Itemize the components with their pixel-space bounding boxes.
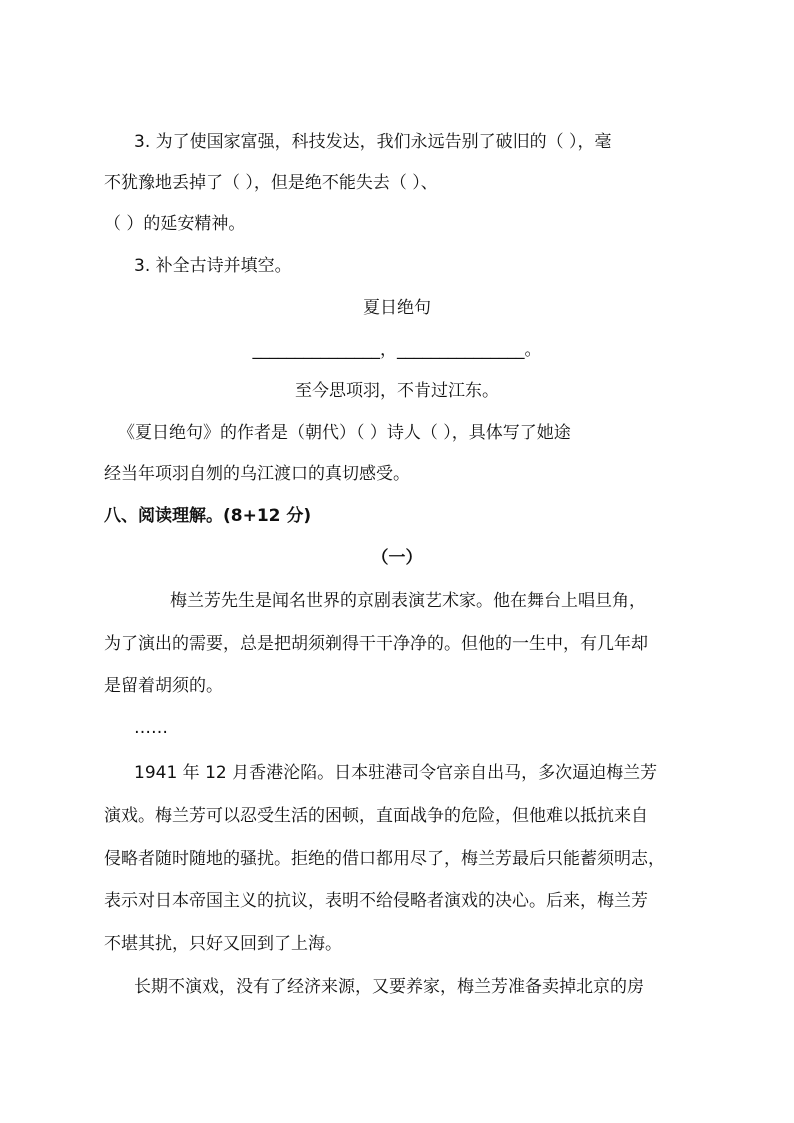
question-3-fill-line-3: （ ）的延安精神。	[104, 214, 246, 234]
reading-part-1-title: （一）	[371, 548, 423, 568]
reading-paragraph-2-line-3: 侵略者随时随地的骚扰。拒绝的借口都用尽了，梅兰芳最后只能蓄须明志，	[104, 849, 665, 869]
question-3-poem-instruction: 3. 补全古诗并填空。	[134, 256, 292, 276]
question-3-fill-line-2: 不犹豫地丢掉了（ ），但是绝不能失去（ ）、	[104, 173, 438, 193]
poem-blank-line: _______________，_______________。	[252, 340, 542, 360]
reading-paragraph-2-line-2: 演戏。梅兰芳可以忍受生活的困顿，直面战争的危险，但他难以抵抗来自	[104, 806, 648, 826]
poem-question-line-2: 经当年项羽自刎的乌江渡口的真切感受。	[104, 464, 410, 484]
reading-paragraph-2-line-1: 1941 年 12 月香港沦陷。日本驻港司令官亲自出马，多次逼迫梅兰芳	[134, 763, 658, 783]
question-3-fill-line-1: 3. 为了使国家富强，科技发达，我们永远告别了破旧的（ ），毫	[134, 132, 612, 152]
reading-paragraph-1-line-3: 是留着胡须的。	[104, 676, 223, 696]
section-8-heading: 八、阅读理解。(8+12 分)	[104, 506, 312, 526]
reading-paragraph-2-line-4: 表示对日本帝国主义的抗议，表明不给侵略者演戏的决心。后来，梅兰芳	[104, 891, 648, 911]
reading-paragraph-1-line-2: 为了演出的需要，总是把胡须剃得干干净净的。但他的一生中，有几年却	[104, 634, 648, 654]
ellipsis: ……	[134, 718, 168, 738]
poem-question-line-1: 《夏日绝句》的作者是（朝代）（ ）诗人（ ），具体写了她途	[118, 423, 571, 443]
reading-paragraph-3-line-1: 长期不演戏，没有了经济来源，又要养家，梅兰芳准备卖掉北京的房	[134, 977, 644, 997]
poem-title: 夏日绝句	[363, 298, 431, 318]
reading-paragraph-1-line-1: 梅兰芳先生是闻名世界的京剧表演艺术家。他在舞台上唱旦角，	[170, 591, 646, 611]
poem-known-line: 至今思项羽，不肯过江东。	[295, 381, 499, 401]
reading-paragraph-2-line-5: 不堪其扰，只好又回到了上海。	[104, 934, 342, 954]
